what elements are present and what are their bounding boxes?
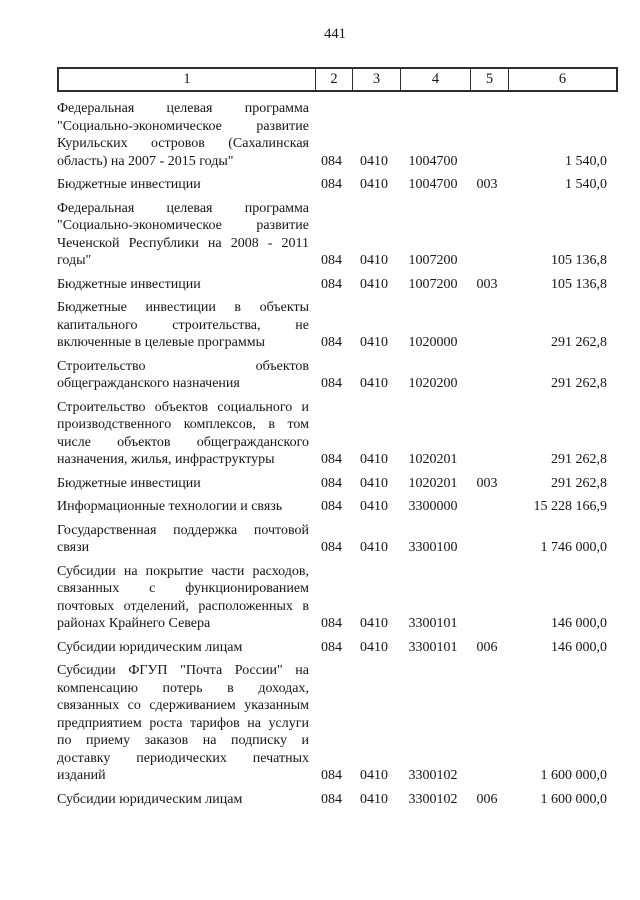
- row-amount: 105 136,8: [551, 253, 607, 268]
- row-section-code: 0410: [360, 616, 388, 631]
- column-header-3: 3: [352, 69, 400, 90]
- row-amount: 1 600 000,0: [540, 768, 607, 783]
- budget-table-body: [57, 92, 618, 808]
- row-name: Субсидии на покрытие части расходов, связанных с функционированием почтовых отделений, расположенных в районах Крайнего Севера: [57, 563, 309, 631]
- table-row: [57, 299, 618, 352]
- row-name: Информационные технологии и связь: [57, 499, 283, 514]
- row-chapter-code: 084: [321, 768, 342, 783]
- column-header-1: 1: [183, 71, 191, 87]
- row-section-code: 0410: [360, 153, 388, 169]
- table-header-row: [57, 67, 618, 92]
- row-amount: 291 262,8: [551, 335, 607, 350]
- row-amount: 146 000,0: [551, 639, 607, 655]
- row-chapter-code: 084: [321, 499, 342, 514]
- column-header-4: 4: [400, 69, 470, 90]
- row-chapter-code: 084: [321, 639, 342, 655]
- row-chapter-code: 084: [321, 276, 342, 292]
- row-amount: 1 746 000,0: [540, 540, 607, 555]
- row-section-code: 0410: [360, 276, 388, 292]
- row-name: Бюджетные инвестиции: [57, 177, 201, 192]
- row-chapter-code: 084: [321, 153, 342, 169]
- row-name: Субсидии юридическим лицам: [57, 639, 243, 655]
- row-chapter-code: 084: [321, 475, 342, 491]
- row-name: Субсидии юридическим лицам: [57, 791, 243, 807]
- table-row: [57, 662, 618, 785]
- table-row: [57, 399, 618, 469]
- row-name: Строительство объектов социального и производственного комплексов, в том числе объектов общегражданского назначения, жилья, инфраструктуры: [57, 399, 309, 467]
- table-row: [57, 522, 618, 557]
- row-section-code: 0410: [360, 452, 388, 467]
- row-expense-type-code: 006: [476, 639, 498, 655]
- row-expense-type-code: 003: [476, 276, 498, 292]
- row-chapter-code: 084: [321, 616, 342, 631]
- row-section-code: 0410: [360, 253, 388, 268]
- row-amount: 1 540,0: [565, 153, 607, 169]
- row-target-article-code: 1020201: [408, 475, 458, 491]
- row-chapter-code: 084: [321, 376, 342, 391]
- table-row: [57, 498, 618, 516]
- row-chapter-code: 084: [321, 540, 342, 555]
- row-amount: 291 262,8: [551, 376, 607, 391]
- row-amount: 291 262,8: [551, 452, 607, 467]
- row-section-code: 0410: [360, 639, 388, 655]
- table-row: [57, 563, 618, 633]
- row-target-article-code: 1007200: [408, 253, 458, 268]
- row-amount: 291 262,8: [551, 475, 607, 491]
- row-section-code: 0410: [360, 475, 388, 491]
- row-target-article-code: 3300101: [408, 616, 458, 631]
- row-name: Федеральная целевая программа "Социально-экономическое развитие Чеченской Республики на 2008 - 2011 годы": [57, 200, 309, 268]
- column-header-5: 5: [470, 69, 508, 90]
- row-target-article-code: 3300100: [408, 540, 458, 555]
- row-name: Бюджетные инвестиции: [57, 475, 201, 491]
- row-amount: 105 136,8: [551, 276, 607, 292]
- row-name: Государственная поддержка почтовой связи: [57, 522, 309, 555]
- row-section-code: 0410: [360, 540, 388, 555]
- table-row: [57, 200, 618, 270]
- row-target-article-code: 3300101: [408, 639, 458, 655]
- table-row: [57, 100, 618, 170]
- table-row: [57, 475, 618, 493]
- row-target-article-code: 3300102: [408, 768, 458, 783]
- row-target-article-code: 3300000: [408, 499, 458, 514]
- table-row: [57, 639, 618, 657]
- table-row: [57, 176, 618, 194]
- table-row: [57, 791, 618, 809]
- row-chapter-code: 084: [321, 791, 342, 807]
- row-chapter-code: 084: [321, 177, 342, 192]
- row-name: Федеральная целевая программа "Социально-экономическое развитие Курильских островов (Сахалинская область) на 2007 - 2015 годы": [57, 101, 309, 169]
- row-section-code: 0410: [360, 177, 388, 192]
- column-header-2: 2: [315, 69, 352, 90]
- row-target-article-code: 1020000: [408, 335, 458, 350]
- row-target-article-code: 1004700: [408, 153, 458, 169]
- row-chapter-code: 084: [321, 253, 342, 268]
- table-row: [57, 276, 618, 294]
- table-row: [57, 358, 618, 393]
- row-target-article-code: 1007200: [408, 276, 458, 292]
- row-chapter-code: 084: [321, 452, 342, 467]
- row-expense-type-code: 003: [476, 475, 498, 491]
- row-target-article-code: 1020200: [408, 376, 458, 391]
- row-amount: 1 540,0: [565, 177, 607, 192]
- row-name: Строительство объектов общегражданского назначения: [57, 358, 309, 391]
- row-amount: 1 600 000,0: [540, 791, 607, 807]
- row-target-article-code: 1020201: [408, 452, 458, 467]
- page-number: 441: [324, 26, 346, 42]
- row-target-article-code: 3300102: [408, 791, 458, 807]
- row-name: Субсидии ФГУП "Почта России" на компенсацию потерь в доходах, связанных со сдерживанием указанным предприятием роста тарифов на услуги по приему заказов на подписку и доставку периодических печатных изданий: [57, 663, 309, 783]
- row-amount: 146 000,0: [551, 616, 607, 631]
- row-section-code: 0410: [360, 376, 388, 391]
- column-header-6: 6: [508, 69, 616, 90]
- row-expense-type-code: 006: [476, 791, 498, 807]
- row-amount: 15 228 166,9: [533, 499, 607, 514]
- row-target-article-code: 1004700: [408, 177, 458, 192]
- row-section-code: 0410: [360, 768, 388, 783]
- row-section-code: 0410: [360, 499, 388, 514]
- row-chapter-code: 084: [321, 335, 342, 350]
- row-section-code: 0410: [360, 791, 388, 807]
- row-expense-type-code: 003: [476, 177, 498, 192]
- row-name: Бюджетные инвестиции: [57, 276, 201, 292]
- row-name: Бюджетные инвестиции в объекты капитального строительства, не включенные в целевые программы: [57, 300, 309, 350]
- row-section-code: 0410: [360, 335, 388, 350]
